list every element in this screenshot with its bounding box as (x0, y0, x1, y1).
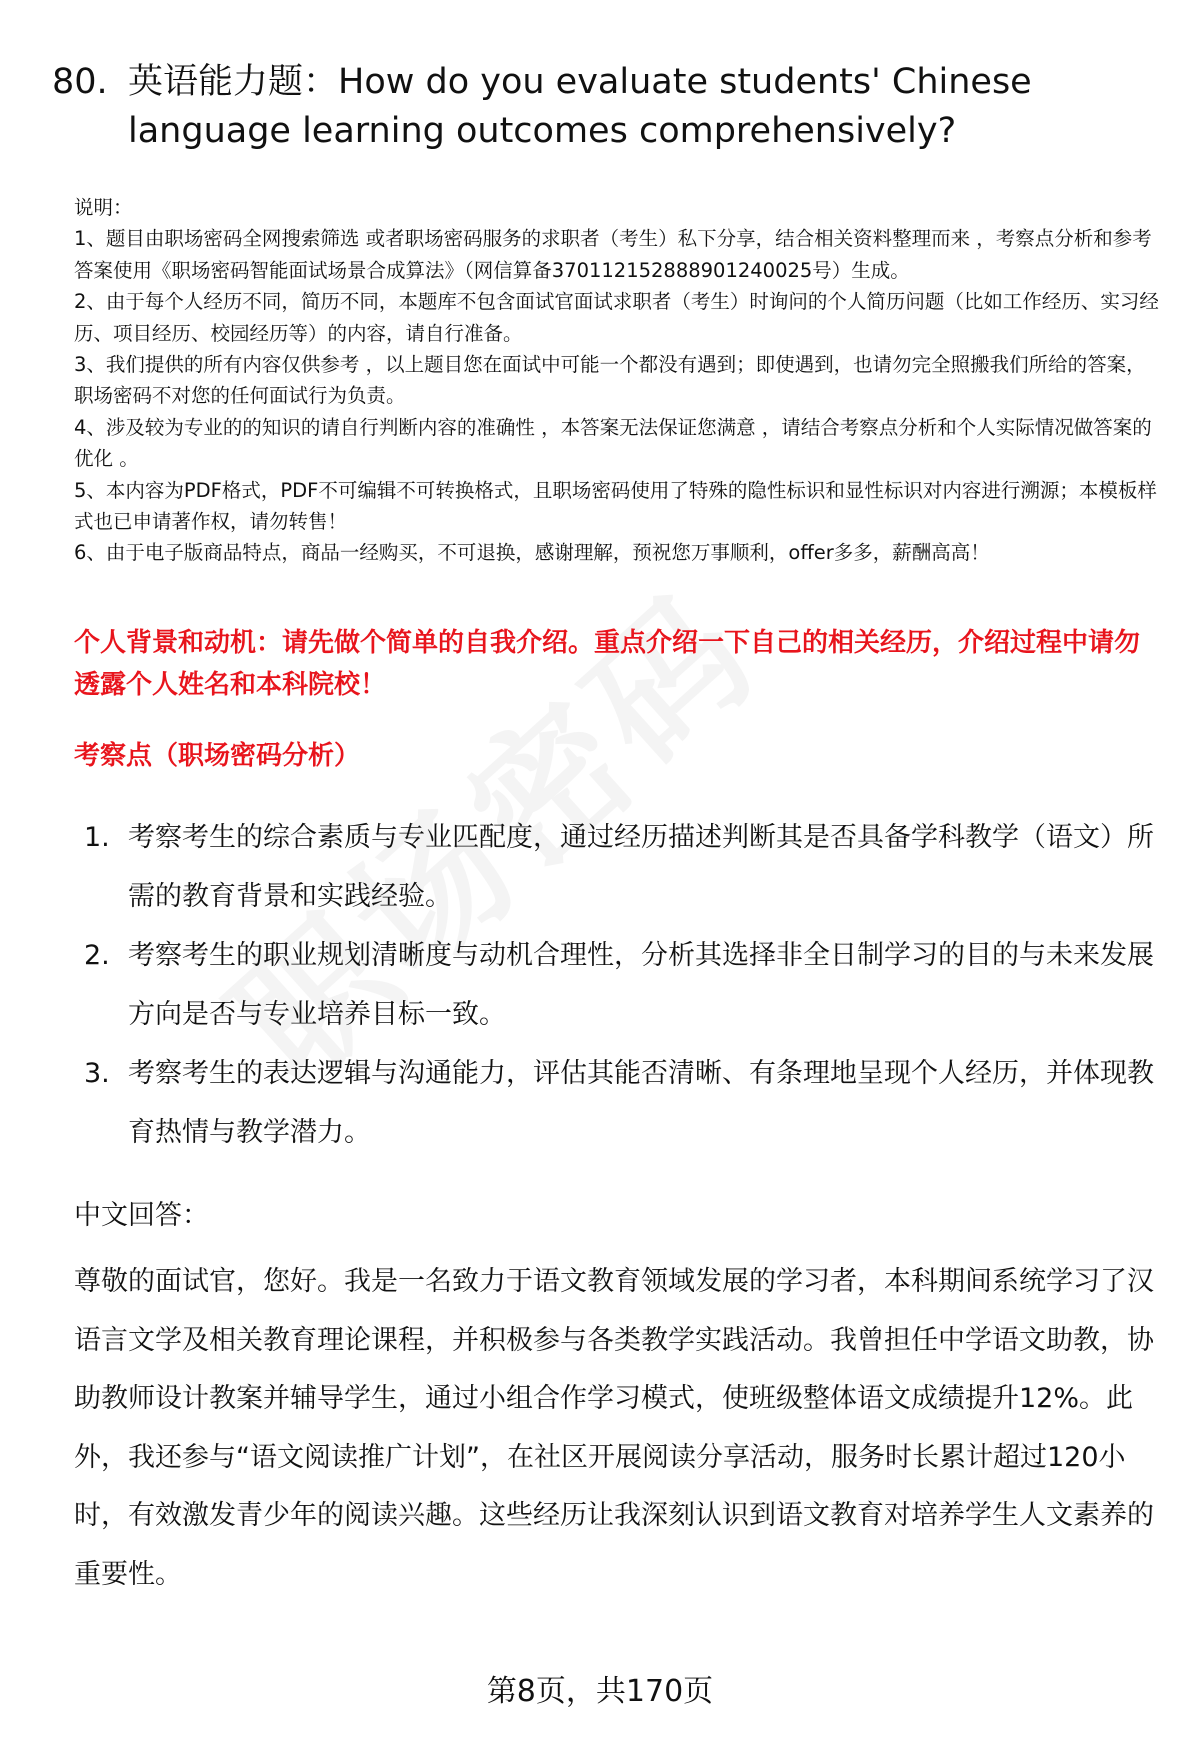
note-item-3: 3、我们提供的所有内容仅供参考 ，以上题目您在面试中可能一个都没有遇到；即使遇到，也请勿完全照搬我们所给的答案，职场密码不对您的任何面试行为负责。 (74, 353, 1146, 408)
point-text: 考察考生的表达逻辑与沟通能力，评估其能否清晰、有条理地呈现个人经历，并体现教育热情与教学潜力。 (128, 1058, 1154, 1148)
background-heading: 个人背景和动机：请先做个简单的自我介绍。重点介绍一下自己的相关经历，介绍过程中请勿透露个人姓名和本科院校！ (74, 628, 1141, 700)
analysis-point (84, 926, 1154, 1044)
point-text: 考察考生的综合素质与专业匹配度，通过经历描述判断其是否具备学科教学（语文）所需的教育背景和实践经验。 (128, 822, 1154, 912)
note-item-1: 1、题目由职场密码全网搜索筛选 或者职场密码服务的求职者（考生）私下分享，结合相关资料整理而来 ，考察点分析和参考答案使用《职场密码智能面试场景合成算法》（网信算备370112152888901240025号）生成。 (74, 227, 1152, 282)
point-number: 1. (84, 822, 110, 853)
page-footer: 第8页，共170页 (486, 1674, 714, 1709)
notes-section (74, 192, 1159, 569)
note-item-5: 5、本内容为PDF格式，PDF不可编辑不可转换格式，且职场密码使用了特殊的隐性标识和显性标识对内容进行溯源；本模板样式也已申请著作权，请勿转售！ (74, 478, 1157, 534)
question-title (52, 58, 1152, 156)
answer-text: 尊敬的面试官，您好。我是一名致力于语文教育领域发展的学习者，本科期间系统学习了汉语言文学及相关教育理论课程，并积极参与各类教学实践活动。我曾担任中学语文助教，协助教师设计教案并辅导学生，通过小组合作学习模式，使班级整体语文成绩提升12%。此外，我还参与“语文阅读推广计划”，在社区开展阅读分享活动，服务时长累计超过120小时，有效激发青少年的阅读兴趣。这些经历让我深刻认识到语文教育对培养学生人文素养的重要性。 (74, 1266, 1154, 1590)
answer-label: 中文回答： (74, 1200, 209, 1231)
analysis-point (84, 808, 1154, 926)
note-item-6: 6、由于电子版商品特点，商品一经购买，不可退换，感谢理解，预祝您万事顺利，offer多多，薪酬高高！ (74, 541, 990, 565)
question-number: 80. (52, 62, 108, 102)
analysis-points (84, 808, 1154, 1162)
analysis-point (84, 1044, 1154, 1162)
question-text: 英语能力题：How do you evaluate students' Chinese language learning outcomes comprehensively? (128, 62, 1032, 151)
note-item-2: 2、由于每个人经历不同，简历不同，本题库不包含面试官面试求职者（考生）时询问的个人简历问题（比如工作经历、实习经历、项目经历、校园经历等）的内容，请自行准备。 (74, 290, 1159, 345)
point-text: 考察考生的职业规划清晰度与动机合理性，分析其选择非全日制学习的目的与未来发展方向是否与专业培养目标一致。 (128, 940, 1154, 1030)
note-item-4: 4、涉及较为专业的的知识的请自行判断内容的准确性 ，本答案无法保证您满意 ，请结合考察点分析和个人实际情况做答案的优化 。 (74, 415, 1152, 471)
point-number: 2. (84, 940, 110, 971)
notes-heading: 说明： (74, 196, 133, 219)
point-number: 3. (84, 1058, 110, 1089)
analysis-heading: 考察点（职场密码分析） (74, 741, 361, 771)
